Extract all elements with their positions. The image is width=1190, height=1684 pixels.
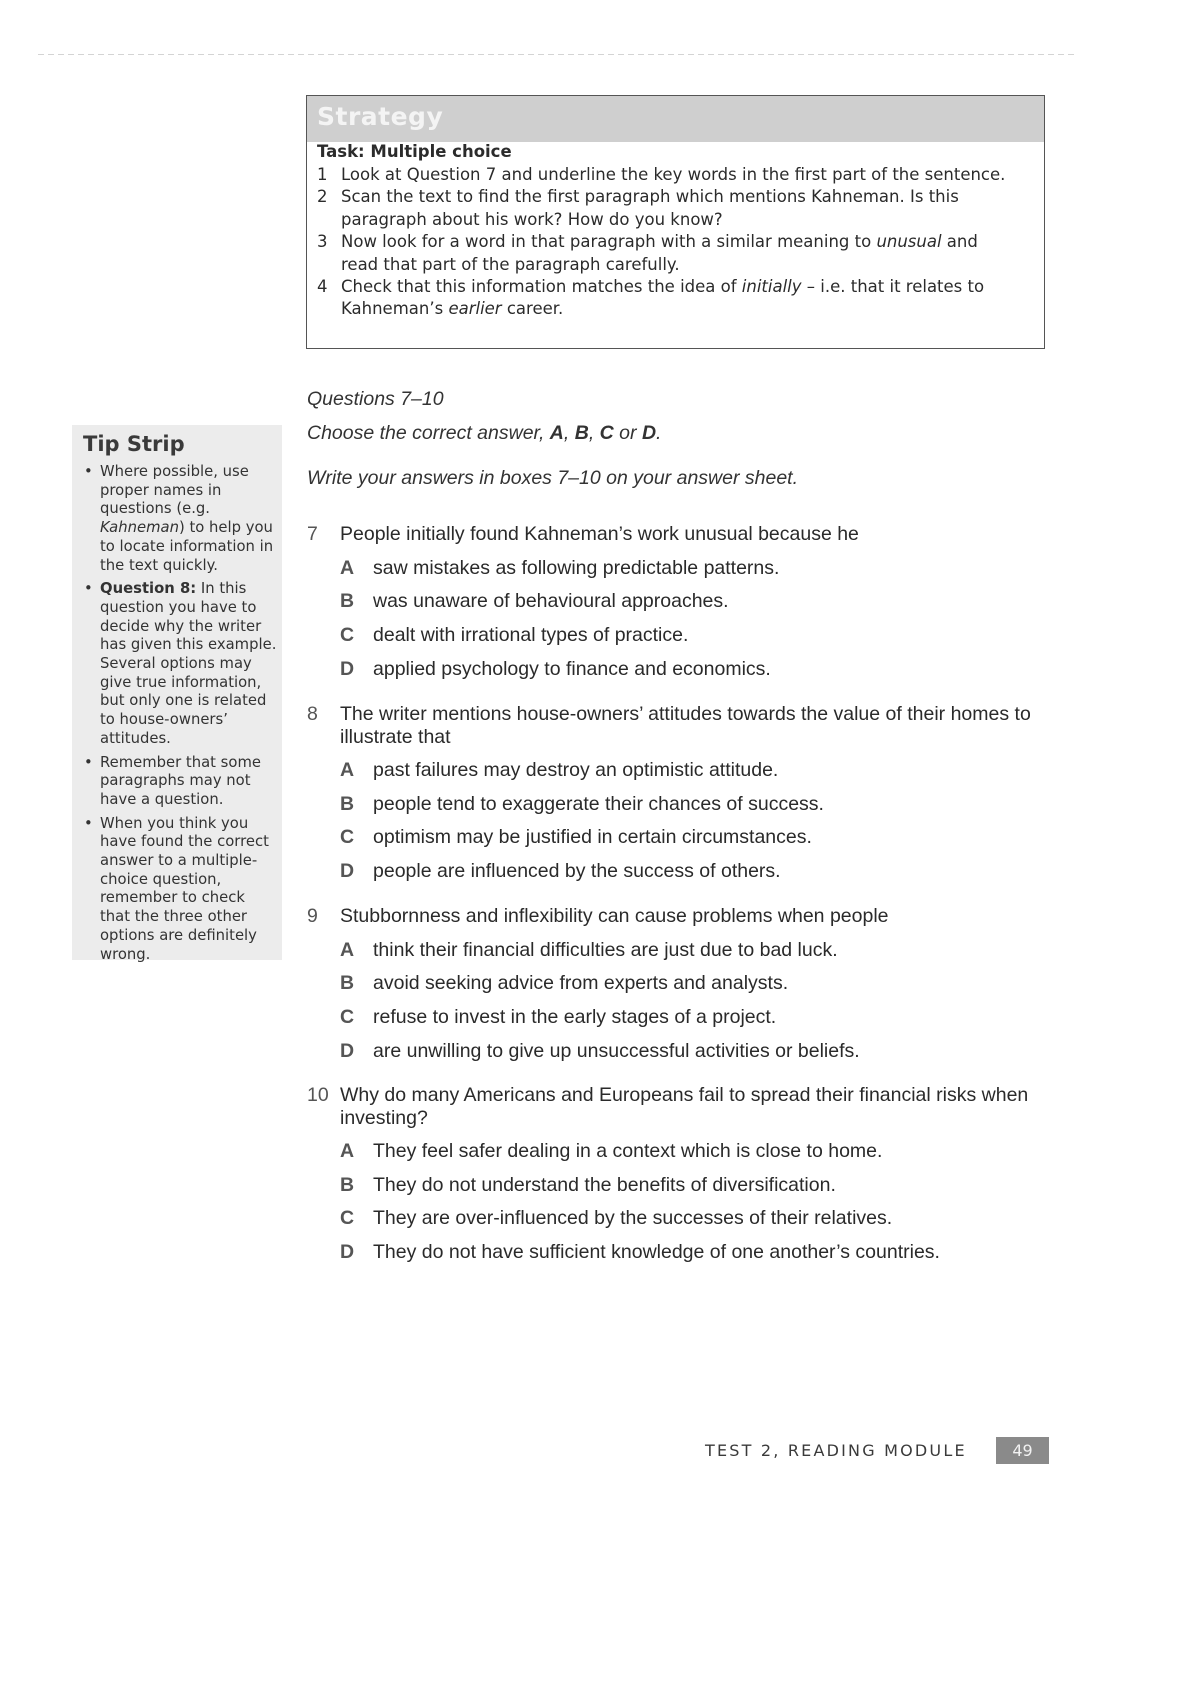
step-number: 1 [317, 165, 328, 184]
option-text: are unwilling to give up unsuccessful activities or beliefs. [373, 1039, 860, 1062]
tip-text: When you think you have found the correct answer to a multiple-choice question, remember to check that the three other options are definitely wrong. [100, 814, 269, 963]
tip-item [83, 815, 279, 965]
option-text: people are influenced by the success of others. [373, 860, 781, 883]
step-text: Now look for a word in that paragraph with a similar meaning to unusual and read that part of the paragraph carefully. [341, 232, 978, 274]
option-text: think their financial difficulties are just due to bad luck. [373, 938, 838, 961]
option-d [307, 658, 1052, 692]
option-b [307, 972, 1052, 1006]
option-c [307, 624, 1052, 658]
question-7 [307, 523, 1052, 691]
tip-item [83, 580, 279, 748]
emphasis-bold: A [549, 422, 564, 444]
strategy-task-label: Task: Multiple choice [317, 142, 512, 161]
option-letter: A [340, 759, 355, 781]
strategy-title: Strategy [317, 102, 444, 131]
option-letter: B [340, 590, 355, 613]
option-letter: D [340, 1039, 355, 1062]
emphasis-bold: D [641, 422, 657, 444]
option-text: optimism may be justified in certain circumstances. [373, 826, 812, 849]
emphasis-bold: C [599, 422, 614, 444]
step-number: 3 [317, 232, 328, 252]
option-c [307, 1006, 1052, 1040]
option-b [307, 1174, 1052, 1208]
questions-heading: Questions 7–10 [307, 388, 444, 410]
tip-strip [72, 425, 282, 963]
page-number: 49 [996, 1437, 1049, 1464]
question-stem [307, 523, 1052, 546]
tip-list [83, 463, 279, 969]
strategy-step [317, 186, 1017, 231]
step-text: Scan the text to find the first paragraph which mentions Kahneman. Is this paragraph about his work? How do you know? [341, 187, 959, 229]
instruction-write: Write your answers in boxes 7–10 on your answer sheet. [307, 467, 798, 489]
top-divider [38, 54, 1076, 55]
strategy-header [307, 96, 1044, 142]
option-c [307, 1207, 1052, 1241]
emphasis-italic: earlier [448, 299, 502, 319]
option-letter: C [340, 826, 355, 849]
option-b [307, 793, 1052, 827]
question-number: 8 [307, 703, 318, 725]
option-text: avoid seeking advice from experts and analysts. [373, 972, 789, 995]
question-number: 10 [307, 1084, 329, 1106]
strategy-step [317, 164, 1017, 186]
option-a [307, 939, 1052, 973]
option-text: past failures may destroy an optimistic attitude. [373, 759, 779, 781]
option-letter: A [340, 556, 355, 579]
question-text: The writer mentions house-owners’ attitudes towards the value of their homes to illustrate that [340, 703, 1031, 748]
strategy-step [317, 231, 1017, 276]
emphasis-bold: Question 8: [100, 580, 197, 598]
tip-text: Remember that some paragraphs may not have a question. [100, 753, 261, 808]
strategy-step [317, 276, 1017, 321]
bullet-icon: • [84, 580, 93, 598]
bullet-icon: • [84, 463, 93, 480]
emphasis-bold: B [574, 422, 589, 444]
step-number: 4 [317, 277, 328, 297]
option-c [307, 826, 1052, 860]
option-a [307, 1140, 1052, 1174]
option-text: applied psychology to finance and economics. [373, 657, 771, 680]
option-b [307, 590, 1052, 624]
question-9 [307, 905, 1052, 1073]
instruction-choose: Choose the correct answer, A, B, C or D. [307, 422, 662, 444]
option-d [307, 860, 1052, 894]
option-text: They do not have sufficient knowledge of one another’s countries. [373, 1241, 940, 1264]
option-letter: C [340, 1005, 355, 1028]
tip-item [83, 754, 279, 810]
question-8 [307, 703, 1052, 894]
option-d [307, 1040, 1052, 1074]
bullet-icon: • [84, 753, 93, 771]
bullet-icon: • [84, 814, 93, 832]
option-text: people tend to exaggerate their chances of success. [373, 792, 824, 815]
question-stem [307, 905, 1052, 928]
option-text: They are over-influenced by the successes of their relatives. [373, 1207, 893, 1230]
emphasis-italic: unusual [876, 232, 942, 252]
option-text: saw mistakes as following predictable patterns. [373, 556, 780, 579]
tip-text: Where possible, use proper names in questions (e.g. Kahneman) to help you to locate information in the text quickly. [100, 463, 274, 574]
step-number: 2 [317, 187, 328, 207]
option-a [307, 557, 1052, 591]
strategy-box [306, 95, 1045, 349]
tip-item [83, 463, 279, 575]
option-letter: C [340, 623, 355, 646]
question-text: People initially found Kahneman’s work unusual because he [340, 523, 859, 545]
step-text: Check that this information matches the idea of initially – i.e. that it relates to Kahneman’s earlier career. [341, 277, 985, 319]
option-text: was unaware of behavioural approaches. [373, 590, 729, 613]
option-letter: D [340, 657, 355, 680]
question-stem [307, 703, 1052, 748]
option-text: They do not understand the benefits of diversification. [373, 1173, 836, 1196]
question-number: 9 [307, 905, 318, 927]
option-text: refuse to invest in the early stages of a project. [373, 1005, 777, 1028]
footer-module-label: TEST 2, READING MODULE [705, 1441, 967, 1460]
option-letter: A [340, 938, 355, 961]
strategy-steps [317, 164, 1017, 321]
option-text: dealt with irrational types of practice. [373, 623, 689, 646]
question-10 [307, 1084, 1052, 1275]
step-text: Look at Question 7 and underline the key words in the first part of the sentence. [341, 165, 1006, 184]
option-letter: D [340, 1241, 355, 1264]
option-letter: B [340, 1173, 355, 1196]
option-letter: B [340, 792, 355, 815]
option-a [307, 759, 1052, 793]
tip-text: Question 8: In this question you have to decide why the writer has given this example. Several options may give true information, but only one is related to house-owners’ attitudes. [100, 580, 277, 747]
option-letter: A [340, 1140, 355, 1162]
option-d [307, 1241, 1052, 1275]
option-letter: B [340, 972, 355, 995]
emphasis-italic: initially [741, 277, 802, 297]
question-text: Stubbornness and inflexibility can cause problems when people [340, 905, 889, 927]
emphasis-italic: Kahneman [100, 519, 179, 537]
question-text: Why do many Americans and Europeans fail to spread their financial risks when investing? [340, 1084, 1029, 1129]
option-text: They feel safer dealing in a context which is close to home. [373, 1140, 883, 1162]
option-letter: D [340, 860, 355, 883]
tip-strip-title: Tip Strip [83, 432, 185, 456]
question-stem [307, 1084, 1052, 1129]
option-letter: C [340, 1207, 355, 1230]
question-number: 7 [307, 523, 318, 545]
